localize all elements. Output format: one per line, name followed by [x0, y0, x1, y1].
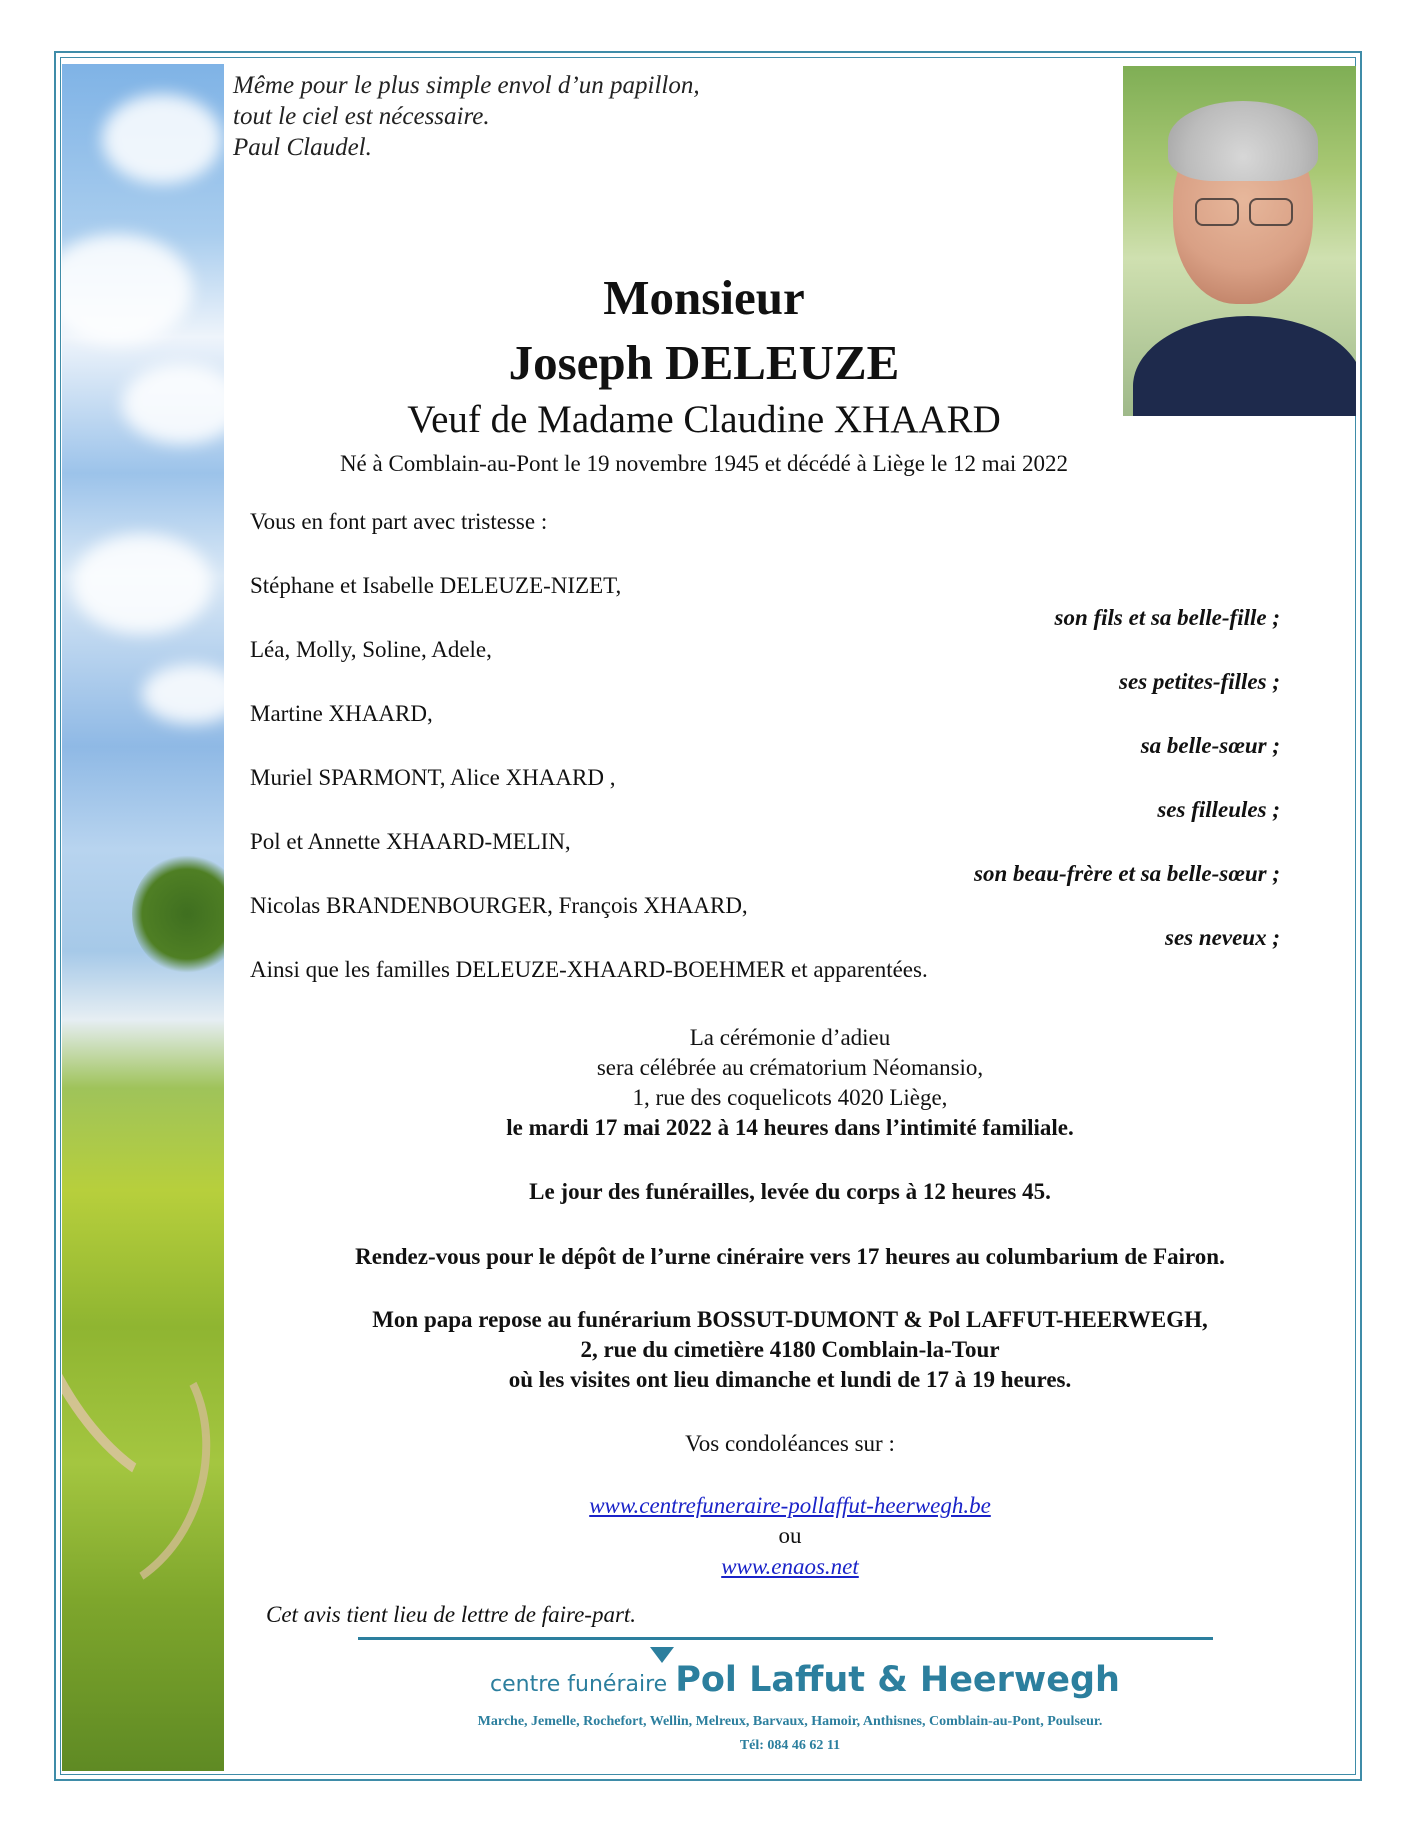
family-names-0: Stéphane et Isabelle DELEUZE-NIZET,	[250, 573, 622, 598]
family-relation-0: son fils et sa belle-fille ;	[1054, 605, 1280, 630]
quote-line-2: tout le ciel est nécessaire.	[233, 103, 490, 130]
quote-author: Paul Claudel.	[233, 134, 372, 161]
footer-divider	[358, 1637, 1213, 1640]
family-relation-3: ses filleules ;	[1157, 797, 1280, 822]
funeral-home-logo	[490, 1660, 1120, 1700]
faire-part-note: Cet avis tient lieu de lettre de faire-part.	[266, 1602, 637, 1627]
condoleances-link-1[interactable]: www.centrefuneraire-pollaffut-heerwegh.be	[589, 1493, 991, 1518]
ceremony-line-1: La cérémonie d’adieu	[689, 1025, 891, 1050]
or-separator: ou	[778, 1523, 802, 1548]
family-names-1: Léa, Molly, Soline, Adele,	[250, 637, 492, 662]
funerarium-line-2: 2, rue du cimetière 4180 Comblain-la-Tour	[580, 1337, 1000, 1362]
family-names-4: Pol et Annette XHAARD-MELIN,	[250, 829, 571, 854]
funerarium-line-1: Mon papa repose au funérarium BOSSUT-DUMONT & Pol LAFFUT-HEERWEGH,	[372, 1307, 1208, 1332]
logo-cities: Marche, Jemelle, Rochefort, Wellin, Melreux, Barvaux, Hamoir, Anthisnes, Comblain-au-Pont, Poulseur.	[477, 1714, 1103, 1729]
civility-title: Monsieur	[603, 270, 805, 325]
logo-small-text: centre funéraire	[490, 1672, 668, 1697]
intro-line: Vous en font part avec tristesse :	[250, 509, 548, 534]
landscape-image	[62, 64, 224, 1771]
quote-line-1: Même pour le plus simple envol d’un papillon,	[233, 72, 700, 99]
ceremony-line-2: sera célébrée au crématorium Néomansio,	[596, 1055, 984, 1080]
birth-death-dates: Né à Comblain-au-Pont le 19 novembre 1945 et décédé à Liège le 12 mai 2022	[339, 451, 1069, 476]
family-relation-5: ses neveux ;	[1165, 925, 1280, 950]
spouse-line: Veuf de Madame Claudine XHAARD	[407, 398, 1001, 441]
family-relation-1: ses petites-filles ;	[1119, 669, 1280, 694]
condoleances-label: Vos condoléances sur :	[685, 1431, 895, 1456]
ceremony-date: le mardi 17 mai 2022 à 14 heures dans l’intimité familiale.	[506, 1115, 1074, 1140]
levee-corps: Le jour des funérailles, levée du corps à 12 heures 45.	[529, 1179, 1051, 1204]
logo-phone: Tél: 084 46 62 11	[739, 1738, 841, 1753]
family-relation-2: sa belle-sœur ;	[1140, 733, 1280, 758]
funerarium-line-3: où les visites ont lieu dimanche et lundi de 17 à 19 heures.	[508, 1367, 1072, 1392]
logo-brand-text: Pol Laffut & Heerwegh	[675, 1660, 1120, 1700]
deceased-name: Joseph DELEUZE	[508, 335, 900, 390]
family-names-5: Nicolas BRANDENBOURGER, François XHAARD,	[250, 893, 748, 918]
condoleances-link-2[interactable]: www.enaos.net	[721, 1554, 859, 1579]
families-line: Ainsi que les familles DELEUZE-XHAARD-BOEHMER et apparentées.	[250, 957, 928, 982]
urne-rendezvous: Rendez-vous pour le dépôt de l’urne cinéraire vers 17 heures au columbarium de Fairon.	[355, 1244, 1225, 1269]
family-names-2: Martine XHAARD,	[250, 701, 433, 726]
family-names-3: Muriel SPARMONT, Alice XHAARD ,	[250, 765, 616, 790]
family-relation-4: son beau-frère et sa belle-sœur ;	[974, 861, 1280, 886]
epigraph-quote	[233, 70, 700, 163]
ceremony-line-3: 1, rue des coquelicots 4020 Liège,	[632, 1085, 948, 1110]
